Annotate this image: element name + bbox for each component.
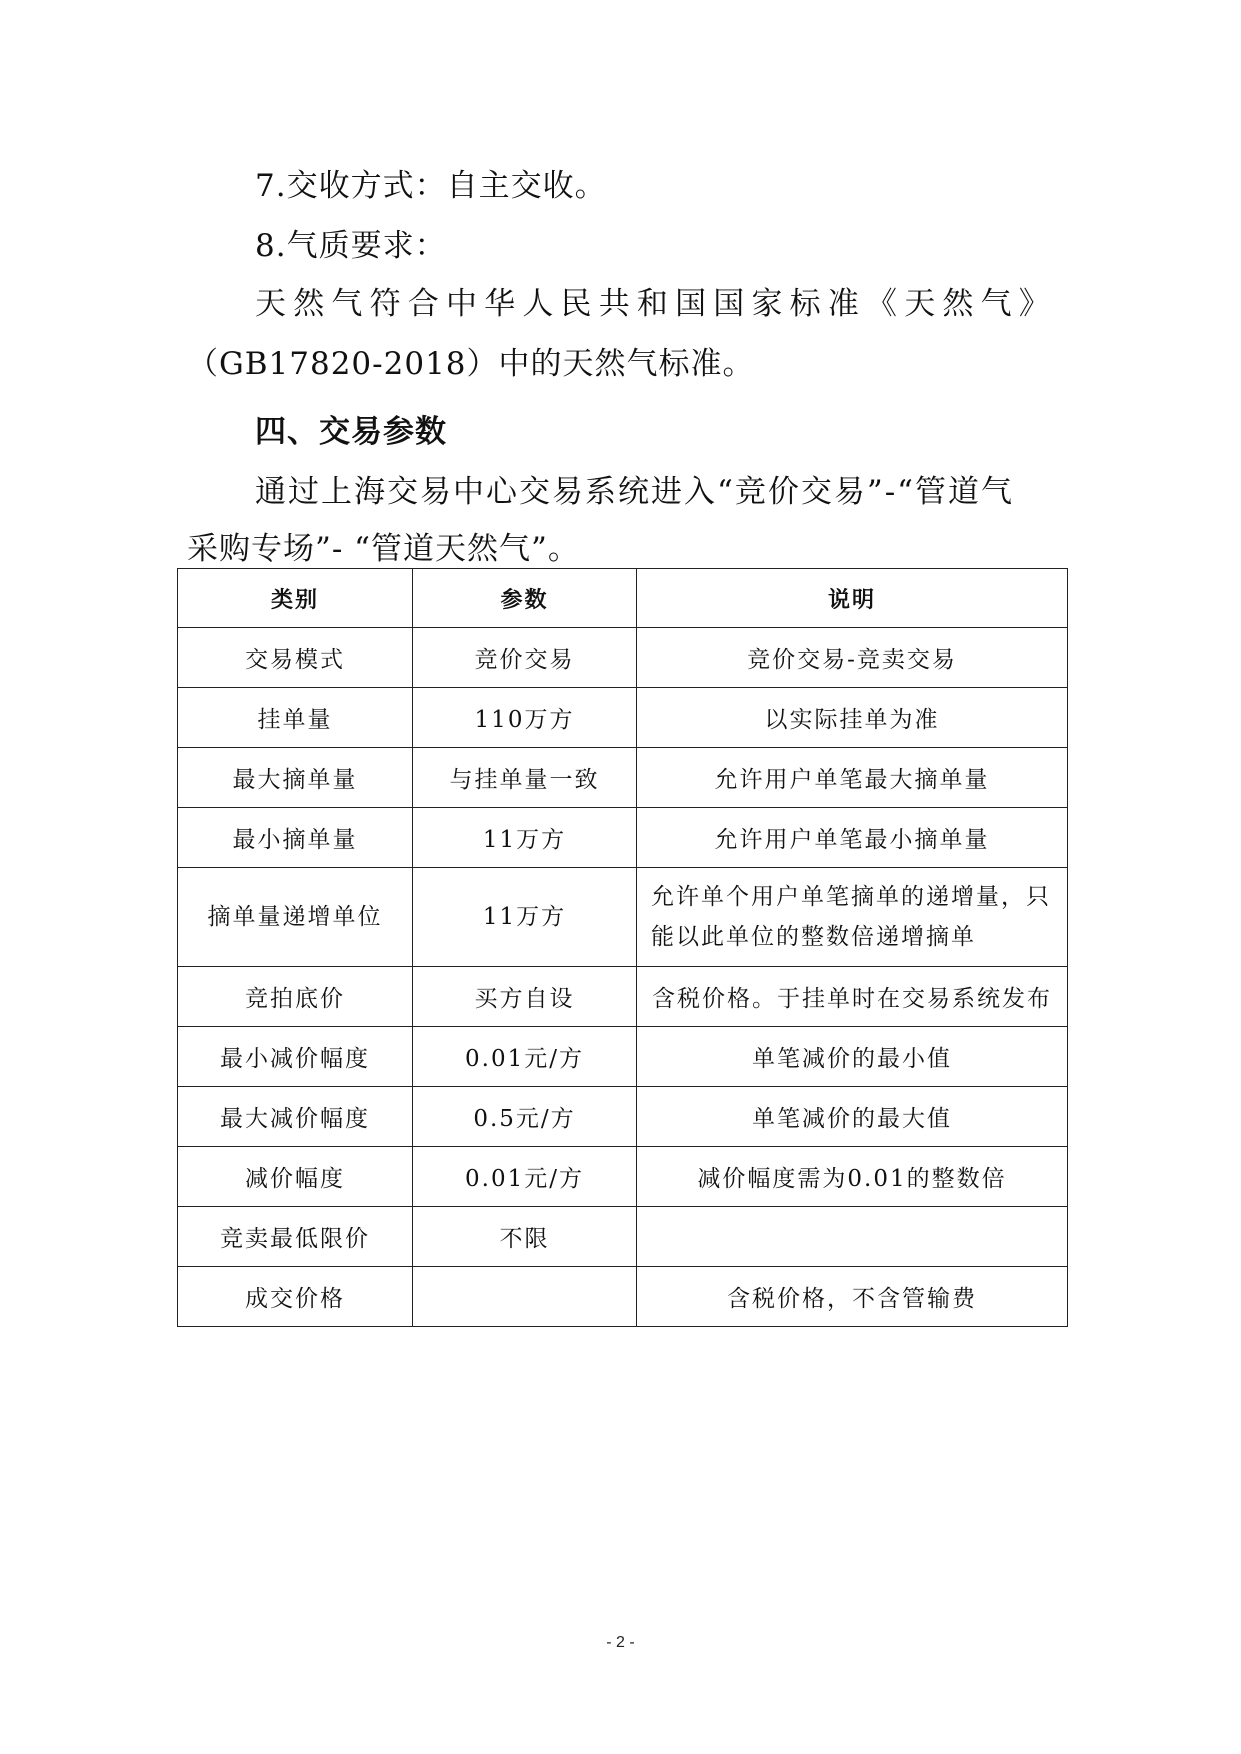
table-row: [178, 868, 1068, 967]
table-row: [178, 967, 1068, 1027]
cell-parameter: 0.01元/方: [413, 1147, 637, 1207]
table-row: [178, 1147, 1068, 1207]
cell-description: 竞价交易-竞卖交易: [637, 628, 1068, 688]
cell-parameter: 0.01元/方: [413, 1027, 637, 1087]
cell-category: 竞拍底价: [178, 967, 413, 1027]
header-parameter: 参数: [413, 569, 637, 628]
cell-parameter: 110万方: [413, 688, 637, 748]
standard-char: 和: [636, 286, 668, 322]
cell-category: 竞卖最低限价: [178, 1207, 413, 1267]
delivery-method-item: 7.交收方式：自主交收。: [255, 168, 607, 204]
standard-char: 国: [713, 286, 745, 322]
cell-category: 交易模式: [178, 628, 413, 688]
table-row: [178, 1027, 1068, 1087]
cell-category: 摘单量递增单位: [178, 868, 413, 967]
table-row: [178, 628, 1068, 688]
standard-char: 》: [1018, 286, 1050, 322]
cell-description: 减价幅度需为0.01的整数倍: [637, 1147, 1068, 1207]
cell-parameter: [413, 1267, 637, 1327]
cell-description: [637, 1207, 1068, 1267]
standard-char: 华: [484, 286, 516, 322]
gas-quality-item: 8.气质要求：: [255, 228, 447, 264]
cell-parameter: 买方自设: [413, 967, 637, 1027]
table-row: [178, 1207, 1068, 1267]
cell-description: 单笔减价的最大值: [637, 1087, 1068, 1147]
standard-char: 准: [827, 286, 859, 322]
standard-char: 符: [369, 286, 401, 322]
cell-parameter: 与挂单量一致: [413, 748, 637, 808]
cell-category: 挂单量: [178, 688, 413, 748]
table-row: [178, 748, 1068, 808]
standard-char: 中: [445, 286, 477, 322]
table-row: [178, 808, 1068, 868]
standard-char: 《: [866, 286, 897, 322]
standard-char: 国: [675, 286, 707, 322]
cell-parameter: 竞价交易: [413, 628, 637, 688]
system-entry-line1: 通过上海交易中心交易系统进入“竞价交易”-“管道气: [255, 474, 1015, 510]
standard-char: 天: [255, 286, 286, 322]
standard-char: 民: [560, 286, 592, 322]
standard-char: 标: [789, 286, 821, 322]
cell-description: 允许用户单笔最小摘单量: [637, 808, 1068, 868]
standard-char: 合: [407, 286, 439, 322]
standard-char: 气: [331, 286, 363, 322]
table-body: [178, 628, 1068, 1327]
table-row: [178, 688, 1068, 748]
cell-category: 最大摘单量: [178, 748, 413, 808]
table-header-row: [178, 569, 1068, 628]
cell-parameter: 不限: [413, 1207, 637, 1267]
standard-char: 人: [522, 286, 554, 322]
cell-category: 成交价格: [178, 1267, 413, 1327]
cell-parameter: 11万方: [413, 808, 637, 868]
standard-char: 然: [942, 286, 974, 322]
header-description: 说明: [637, 569, 1068, 628]
cell-description: 以实际挂单为准: [637, 688, 1068, 748]
header-category: 类别: [178, 569, 413, 628]
trade-parameters-table: [177, 568, 1068, 1327]
cell-description: 允许用户单笔最大摘单量: [637, 748, 1068, 808]
table-row: [178, 1087, 1068, 1147]
cell-category: 最小减价幅度: [178, 1027, 413, 1087]
standard-char: 气: [980, 286, 1012, 322]
cell-category: 减价幅度: [178, 1147, 413, 1207]
cell-description: 含税价格。于挂单时在交易系统发布: [637, 967, 1068, 1027]
gas-standard-line1: [255, 284, 1050, 324]
cell-category: 最大减价幅度: [178, 1087, 413, 1147]
cell-parameter: 0.5元/方: [413, 1087, 637, 1147]
standard-char: 共: [598, 286, 630, 322]
page-number: - 2 -: [606, 1634, 635, 1651]
gas-standard-line2: （GB17820-2018）中的天然气标准。: [187, 346, 755, 382]
cell-category: 最小摘单量: [178, 808, 413, 868]
section-heading: 四、交易参数: [255, 414, 447, 450]
standard-char: 天: [904, 286, 936, 322]
system-entry-line2: 采购专场”- “管道天然气”。: [187, 531, 580, 567]
standard-char: 家: [751, 286, 783, 322]
table-row: [178, 1267, 1068, 1327]
standard-char: 然: [293, 286, 325, 322]
cell-parameter: 11万方: [413, 868, 637, 967]
cell-description: 单笔减价的最小值: [637, 1027, 1068, 1087]
cell-description: 允许单个用户单笔摘单的递增量，只能以此单位的整数倍递增摘单: [637, 868, 1068, 967]
cell-description: 含税价格，不含管输费: [637, 1267, 1068, 1327]
